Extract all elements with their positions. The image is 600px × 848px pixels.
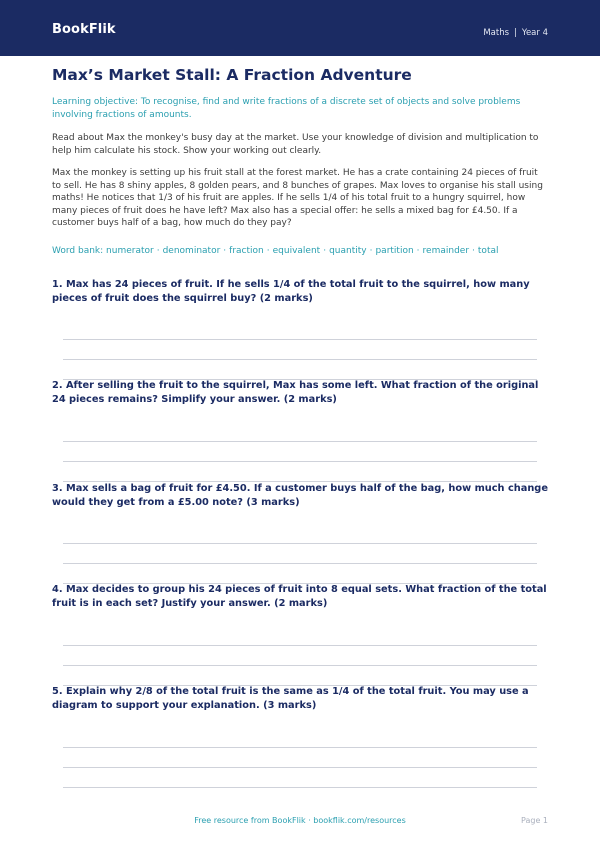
word-bank-word: total	[477, 246, 499, 256]
word-bank-dot: ·	[223, 246, 227, 256]
answer-line[interactable]	[63, 359, 537, 360]
answer-line[interactable]	[63, 543, 537, 544]
year-label: Year 4	[521, 28, 548, 38]
word-bank-word: remainder	[422, 246, 470, 256]
word-bank-dot: ·	[156, 246, 160, 256]
word-bank-word: numerator	[106, 246, 154, 256]
learning-objective: Learning objective: To recognise, find and write fractions of a discrete set of objects and solve problems involving fractions of amounts.	[52, 97, 521, 120]
answer-line[interactable]	[63, 461, 537, 462]
brand-logo[interactable]: BookFlik	[52, 22, 116, 37]
word-bank-word: equivalent	[272, 246, 321, 256]
answer-line[interactable]	[63, 339, 537, 340]
word-bank-dot: ·	[323, 246, 327, 256]
word-bank-dot: ·	[416, 246, 420, 256]
answer-line[interactable]	[63, 563, 537, 564]
word-bank-word: quantity	[329, 246, 367, 256]
word-bank-dot: ·	[472, 246, 475, 256]
word-bank-dot: ·	[266, 246, 270, 256]
question-2: 2. After selling the fruit to the squirrel, Max has some left. What fraction of the original 24 pieces remains? Simplify your answer. (2 marks)	[52, 380, 539, 405]
word-bank-word: denominator	[162, 246, 221, 256]
word-bank	[52, 246, 499, 256]
word-bank-word: partition	[375, 246, 414, 256]
meta-separator: |	[514, 28, 517, 38]
answer-line[interactable]	[63, 787, 537, 788]
word-bank-dot: ·	[369, 246, 373, 256]
story-text: Max the monkey is setting up his fruit stall at the forest market. He has a crate containing 24 pieces of fruit to sell. He has 8 shiny apples, 8 golden pears, and 8 bunches of grapes. Max loves to organise his stall using maths! He notices that 1/3 of his fruit are apples. If he sells 1/4 of his total fruit to a hungry squirrel, how many pieces of fruit does he have left? Max also has a special offer: he sells a mixed bag for £4.50. If a customer buys half of a bag, how much do they pay?	[52, 168, 543, 228]
answer-line[interactable]	[63, 665, 537, 666]
footer-text[interactable]: Free resource from BookFlik · bookflik.com/resources	[194, 816, 406, 825]
question-5: 5. Explain why 2/8 of the total fruit is the same as 1/4 of the total fruit. You may use a diagram to support your explanation. (3 marks)	[52, 686, 529, 711]
answer-line[interactable]	[63, 645, 537, 646]
subject-label: Maths	[483, 28, 510, 38]
question-3: 3. Max sells a bag of fruit for £4.50. If a customer buys half of the bag, how much change would they get from a £5.00 note? (3 marks)	[52, 483, 548, 508]
header-meta	[483, 28, 548, 38]
answer-line[interactable]	[63, 767, 537, 768]
page-header	[0, 0, 600, 56]
page-number: Page 1	[521, 816, 548, 825]
worksheet-title: Max’s Market Stall: A Fraction Adventure	[52, 66, 412, 84]
answer-line[interactable]	[63, 747, 537, 748]
word-bank-word: fraction	[229, 246, 264, 256]
question-4: 4. Max decides to group his 24 pieces of fruit into 8 equal sets. What fraction of the total fruit is in each set? Justify your answer. (2 marks)	[52, 584, 547, 609]
question-1: 1. Max has 24 pieces of fruit. If he sells 1/4 of the total fruit to the squirrel, how many pieces of fruit does the squirrel buy? (2 marks)	[52, 279, 530, 304]
word-bank-label: Word bank:	[52, 246, 104, 256]
answer-line[interactable]	[63, 441, 537, 442]
intro-text: Read about Max the monkey's busy day at the market. Use your knowledge of division and multiplication to help him calculate his stock. Show your working out clearly.	[52, 133, 539, 156]
